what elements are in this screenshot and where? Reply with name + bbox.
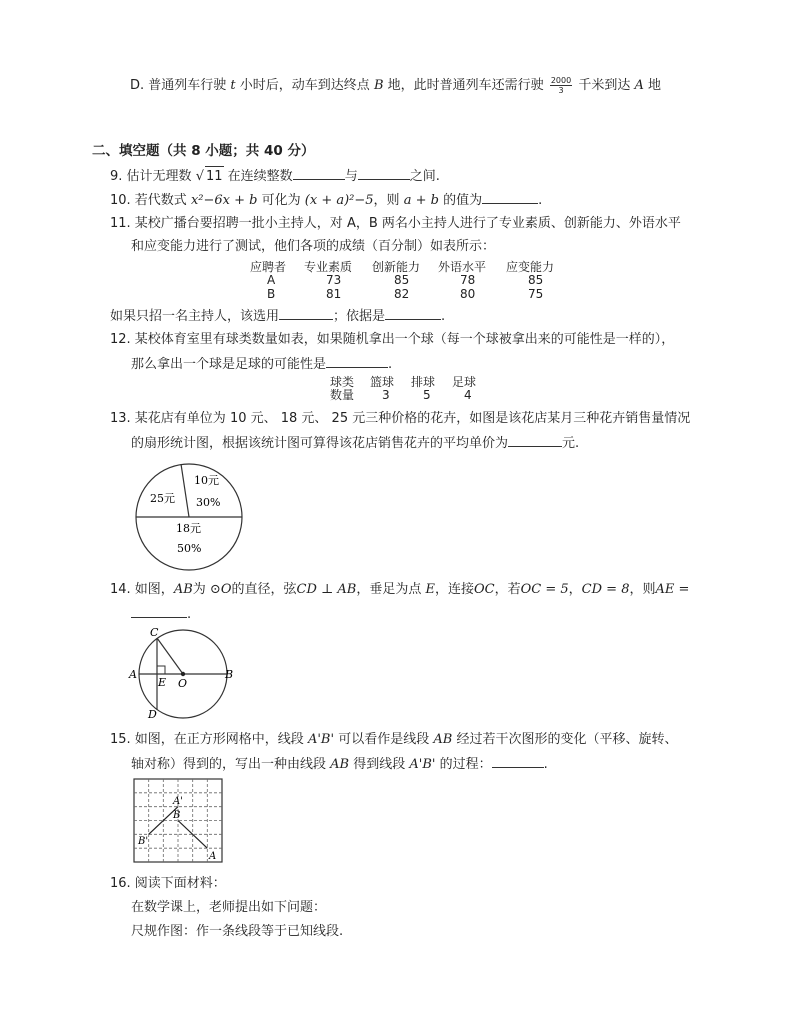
table-header: 篮球 — [370, 375, 395, 389]
point-e: E — [425, 582, 435, 597]
question-9 — [110, 166, 440, 187]
q15-text-d: 轴对称）得到的，写出一种由线段 — [131, 757, 327, 772]
segment-oc-line — [157, 638, 183, 674]
question-14 — [110, 580, 689, 600]
answer-blank[interactable] — [279, 306, 333, 320]
q12-text-a: 那么拿出一个球是足球的可能性是 — [131, 357, 327, 372]
answer-blank[interactable] — [508, 433, 562, 447]
pie-chart-figure — [130, 460, 250, 575]
q13-line-2 — [131, 433, 579, 454]
q14-text-h: ，则 — [629, 582, 656, 597]
q14-text-g: ， — [568, 582, 582, 597]
q9-text-b: 在连续整数 — [227, 169, 293, 184]
equation-2: CD = 8 — [581, 582, 630, 597]
q15-text-c: 经过若干次图形的变化（平移、旋转、 — [456, 732, 678, 747]
label-c: C — [150, 626, 159, 639]
q16-line-2: 在数学课上，老师提出如下问题： — [131, 900, 327, 915]
option-d-text-4: 千米到达 — [578, 78, 631, 93]
q14-text-d: ，垂足为点 — [356, 582, 422, 597]
q15-line-2 — [131, 754, 548, 775]
q10-expression-3: a + b — [403, 193, 439, 208]
q14-text-c: 的直径，弦 — [231, 582, 297, 597]
answer-blank[interactable] — [492, 754, 544, 768]
table-cell: 82 — [394, 287, 410, 301]
question-10 — [110, 190, 542, 211]
var-a: A — [634, 78, 644, 93]
q9-text-c: 与 — [344, 169, 358, 184]
q13-text-a: 的扇形统计图，根据该统计图可算得该花店销售花卉的平均单价为 — [131, 436, 509, 451]
label-a: A — [209, 851, 217, 862]
label-b: B — [225, 668, 234, 681]
q15-text-b: 可以看作是线段 — [338, 732, 430, 747]
fraction — [550, 76, 572, 95]
q10-expression-1: x²−6x + b — [190, 193, 258, 208]
table-cell: 80 — [460, 287, 476, 301]
q14-text-a: 14. 如图， — [110, 582, 174, 597]
q12-line-2 — [131, 354, 392, 375]
q12-line-1: 12. 某校体育室里有球类数量如表，如果随机拿出一个球（每一个球被拿出来的可能性是一样的）， — [110, 332, 675, 347]
table-header: 应变能力 — [506, 260, 555, 274]
fraction-numerator: 2000 — [550, 76, 572, 85]
scores-table — [250, 261, 570, 303]
q16-line-1: 16. 阅读下面材料： — [110, 876, 226, 891]
answer-blank[interactable] — [131, 604, 187, 618]
label-b: B — [173, 810, 181, 821]
var-t: t — [230, 78, 236, 93]
pie-label: 18元 — [176, 522, 201, 535]
q15-text-e: 得到线段 — [353, 757, 406, 772]
segment-ab: AB — [433, 732, 453, 747]
option-d — [130, 76, 661, 96]
answer-blank[interactable] — [482, 190, 538, 204]
q11-line-3 — [110, 306, 445, 327]
answer-blank[interactable] — [358, 166, 410, 180]
table-cell: 3 — [382, 388, 390, 402]
table-cell: B — [267, 287, 276, 301]
q14-text-f: ，若 — [494, 582, 521, 597]
table-cell: 5 — [423, 388, 431, 402]
table-header: 创新能力 — [372, 260, 421, 274]
table-row-label: 球类 — [330, 375, 355, 389]
q9-text-d: 之间. — [409, 169, 440, 184]
q14-text-end: . — [187, 607, 192, 622]
table-cell: 75 — [528, 287, 544, 301]
q11-line-1: 11. 某校广播台要招聘一批小主持人，对 A，B 两名小主持人进行了专业素质、创新能力、外语水平 — [110, 216, 681, 231]
label-o: O — [178, 677, 188, 690]
fraction-denominator: 3 — [558, 86, 564, 95]
answer-blank[interactable] — [385, 306, 441, 320]
perpendicular-relation: CD ⊥ AB — [296, 582, 357, 597]
table-cell: 78 — [460, 273, 476, 287]
q15-text-f: 的过程： — [439, 757, 492, 772]
q12-text-b: . — [388, 357, 393, 372]
label-e: E — [158, 676, 167, 689]
q13-line-1: 13. 某花店有单位为 10 元、 18 元、 25 元三种价格的花卉，如图是该花店某月三种花卉销售量情况 — [110, 411, 691, 426]
q13-text-b: 元. — [562, 436, 580, 451]
option-d-text-2: 小时后，动车到达终点 — [239, 78, 370, 93]
q10-text-c: ，则 — [373, 193, 400, 208]
table-cell: 4 — [464, 388, 472, 402]
segment-oc: OC — [473, 582, 495, 597]
circle-o: ⊙O — [209, 582, 232, 597]
table-header: 专业素质 — [304, 260, 353, 274]
pie-label: 30% — [196, 496, 221, 509]
label-b-prime: B' — [138, 836, 149, 847]
right-angle-mark — [157, 666, 165, 674]
option-d-text-3: 地，此时普通列车还需行驶 — [387, 78, 544, 93]
segment-ae: AE = — [655, 582, 690, 597]
label-a-prime: A' — [173, 796, 183, 807]
segment-a1b1: A'B' — [307, 732, 335, 747]
center-point — [181, 672, 185, 676]
q10-text-e: . — [538, 193, 543, 208]
table-cell: 81 — [326, 287, 342, 301]
segment-ab: AB — [173, 582, 193, 597]
q11-line-2: 和应变能力进行了测试，他们各项的成绩（百分制）如表所示： — [131, 239, 496, 254]
answer-blank[interactable] — [326, 354, 388, 368]
table-header: 足球 — [452, 375, 477, 389]
pie-label: 25元 — [150, 492, 175, 505]
var-b: B — [373, 78, 384, 93]
table-header: 应聘者 — [250, 260, 287, 274]
radicand: 11 — [205, 166, 224, 187]
label-d: D — [148, 708, 157, 720]
table-cell: 85 — [528, 273, 544, 287]
sqrt-symbol: √ 11 — [196, 169, 224, 184]
table-row-label: 数量 — [330, 388, 355, 402]
q14-text-e: ，连接 — [434, 582, 474, 597]
q11-text-b: ；依据是 — [333, 309, 386, 324]
ball-table — [330, 376, 490, 404]
segment-ab: AB — [330, 757, 350, 772]
table-header: 外语水平 — [438, 260, 487, 274]
square-grid-figure — [133, 778, 225, 864]
section-title: 二、填空题（共 8 小题；共 40 分） — [92, 143, 315, 159]
table-cell: 73 — [326, 273, 342, 287]
q15-line-1 — [110, 730, 677, 750]
q10-text-d: 的值为 — [443, 193, 483, 208]
q10-text-a: 10. 若代数式 — [110, 193, 187, 208]
table-cell: 85 — [394, 273, 410, 287]
q15-text-g: . — [543, 757, 548, 772]
circle-chord-figure — [128, 624, 238, 720]
pie-divider — [181, 464, 189, 517]
option-d-text-5: 地 — [648, 78, 662, 93]
answer-blank[interactable] — [293, 166, 345, 180]
pie-label: 50% — [177, 542, 202, 555]
label-a: A — [129, 668, 137, 681]
q15-text-a: 15. 如图，在正方形网格中，线段 — [110, 732, 304, 747]
q16-line-3: 尺规作图：作一条线段等于已知线段. — [131, 924, 344, 939]
segment-a1b1: A'B' — [409, 757, 436, 772]
table-header: 排球 — [411, 375, 436, 389]
q10-expression-2: (x + a)²−5 — [304, 193, 374, 208]
q14-text-b: 为 — [192, 582, 206, 597]
table-cell: A — [267, 273, 276, 287]
q10-text-b: 可化为 — [261, 193, 301, 208]
q11-text-a: 如果只招一名主持人，该选用 — [110, 309, 280, 324]
pie-label: 10元 — [194, 474, 219, 487]
q9-text-a: 9. 估计无理数 — [110, 169, 192, 184]
equation-1: OC = 5 — [520, 582, 569, 597]
q11-text-c: . — [441, 309, 446, 324]
q14-line-2 — [131, 604, 191, 625]
option-d-text-1: D. 普通列车行驶 — [130, 78, 227, 93]
